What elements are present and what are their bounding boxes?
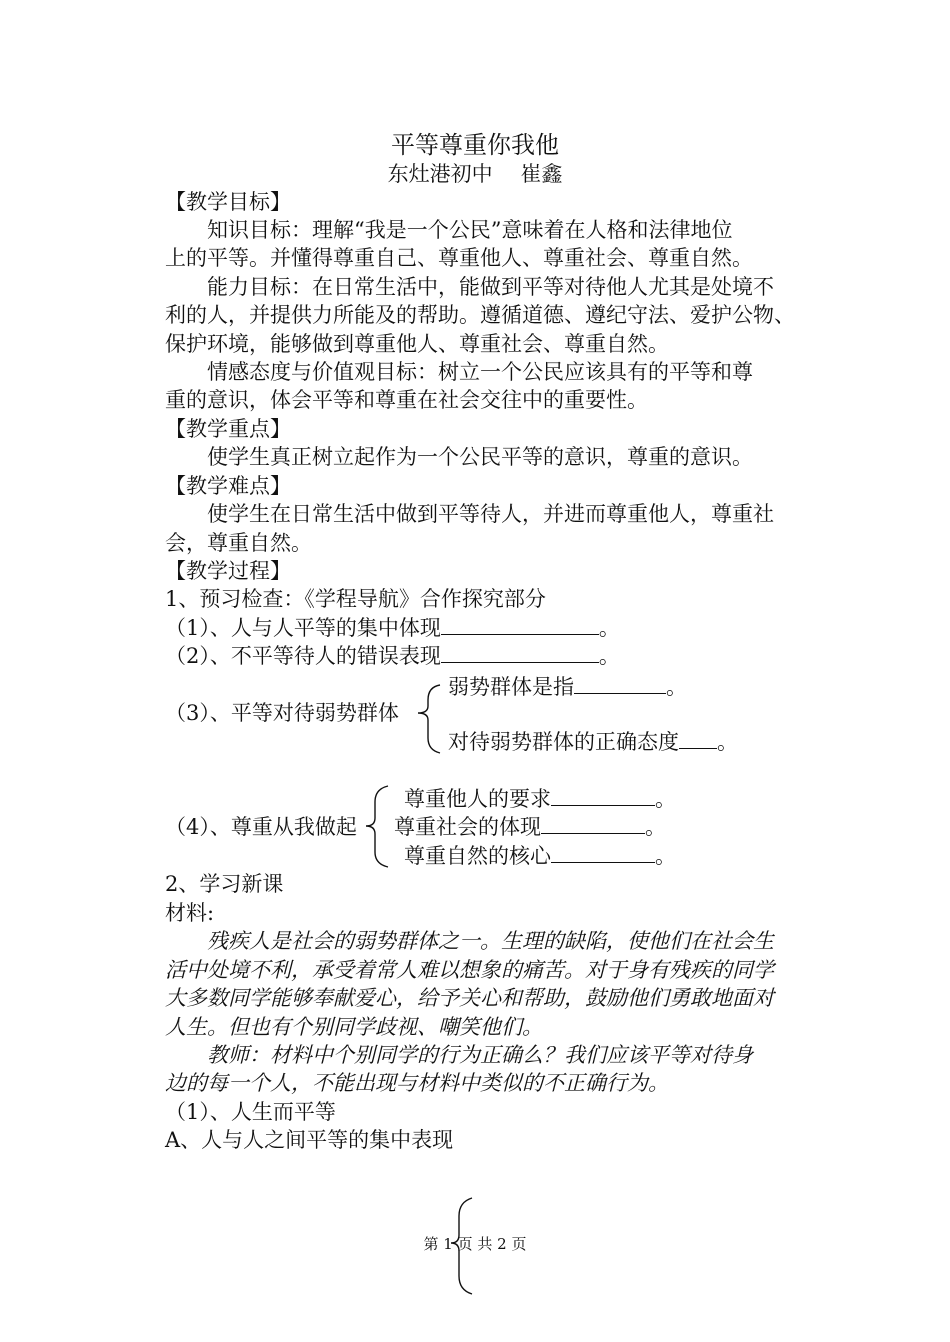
item-text: 尊重自然的核心 (404, 844, 551, 868)
difficulty-text-line-1: 使学生在日常生活中做到平等待人，并进而尊重他人，尊重社 (207, 502, 774, 526)
goal-emotion-line-1: 情感态度与价值观目标：树立一个公民应该具有的平等和尊 (207, 360, 753, 384)
goal-ability-line-1: 能力目标：在日常生活中，能做到平等对待他人尤其是处境不 (207, 275, 774, 299)
item-text: 弱势群体是指 (448, 675, 574, 699)
teacher-line-1: 教师：材料中个别同学的行为正确么？我们应该平等对待身 (207, 1043, 753, 1067)
period: 。 (655, 844, 676, 868)
question-text: （2）、不平等待人的错误表现 (165, 644, 441, 668)
material-line-4: 人生。但也有个别同学歧视、嘲笑他们。 (165, 1015, 543, 1039)
period: 。 (598, 616, 620, 640)
difficulty-text-line-2: 会，尊重自然。 (165, 531, 312, 555)
goal-knowledge-line-2: 上的平等。并懂得尊重自己、尊重他人、尊重社会、尊重自然。 (165, 246, 753, 270)
brace-question-3 (418, 685, 440, 753)
period: 。 (645, 815, 666, 839)
preview-question-3: （3）、平等对待弱势群体 (165, 701, 399, 725)
goal-ability-line-2: 利的人，并提供力所能及的帮助。遵循道德、遵纪守法、爱护公物、 (165, 303, 795, 327)
material-line-1: 残疾人是社会的弱势群体之一。生理的缺陷，使他们在社会生 (207, 929, 774, 953)
subsection-a: A、人与人之间平等的集中表现 (165, 1128, 454, 1152)
difficulty-heading: 【教学难点】 (165, 474, 291, 498)
item-text: 尊重社会的体现 (394, 815, 541, 839)
goals-heading: 【教学目标】 (165, 190, 291, 214)
period: 。 (717, 730, 738, 754)
process-heading: 【教学过程】 (165, 559, 291, 583)
goal-emotion-line-2: 重的意识，体会平等和尊重在社会交往中的重要性。 (165, 388, 648, 412)
key-point-text: 使学生真正树立起作为一个公民平等的意识，尊重的意识。 (207, 445, 753, 469)
material-line-2: 活中处境不利，承受着常人难以想象的痛苦。对于身有残疾的同学 (165, 958, 774, 982)
material-line-3: 大多数同学能够奉献爱心，给予关心和帮助，鼓励他们勇敢地面对 (165, 986, 774, 1010)
material-label: 材料: (165, 901, 215, 925)
goal-knowledge-line-1: 知识目标：理解“我是一个公民”意味着在人格和法律地位 (207, 218, 733, 242)
period: 。 (598, 644, 620, 668)
preview-heading: 1、预习检查：《学程导航》合作探究部分 (165, 587, 546, 611)
page-footer: 第 1 页 共 2 页 (423, 1235, 527, 1253)
doc-title: 平等尊重你我他 (391, 131, 559, 159)
lesson-heading: 2、学习新课 (165, 872, 284, 896)
subsection-1: （1）、人生而平等 (165, 1100, 336, 1124)
preview-question-4: （4）、尊重从我做起 (165, 815, 357, 839)
brace-footer (451, 1198, 472, 1294)
period: 。 (655, 787, 676, 811)
brace-question-4 (366, 786, 388, 867)
period: 。 (666, 675, 687, 699)
goal-ability-line-3: 保护环境，能够做到尊重他人、尊重社会、尊重自然。 (165, 332, 669, 356)
key-point-heading: 【教学重点】 (165, 417, 291, 441)
author-line: 东灶港初中 崔鑫 (387, 162, 563, 186)
item-text: 尊重他人的要求 (404, 787, 551, 811)
question-text: （1）、人与人平等的集中体现 (165, 616, 441, 640)
item-text: 对待弱势群体的正确态度 (448, 730, 679, 754)
teacher-line-2: 边的每一个人，不能出现与材料中类似的不正确行为。 (165, 1071, 669, 1095)
